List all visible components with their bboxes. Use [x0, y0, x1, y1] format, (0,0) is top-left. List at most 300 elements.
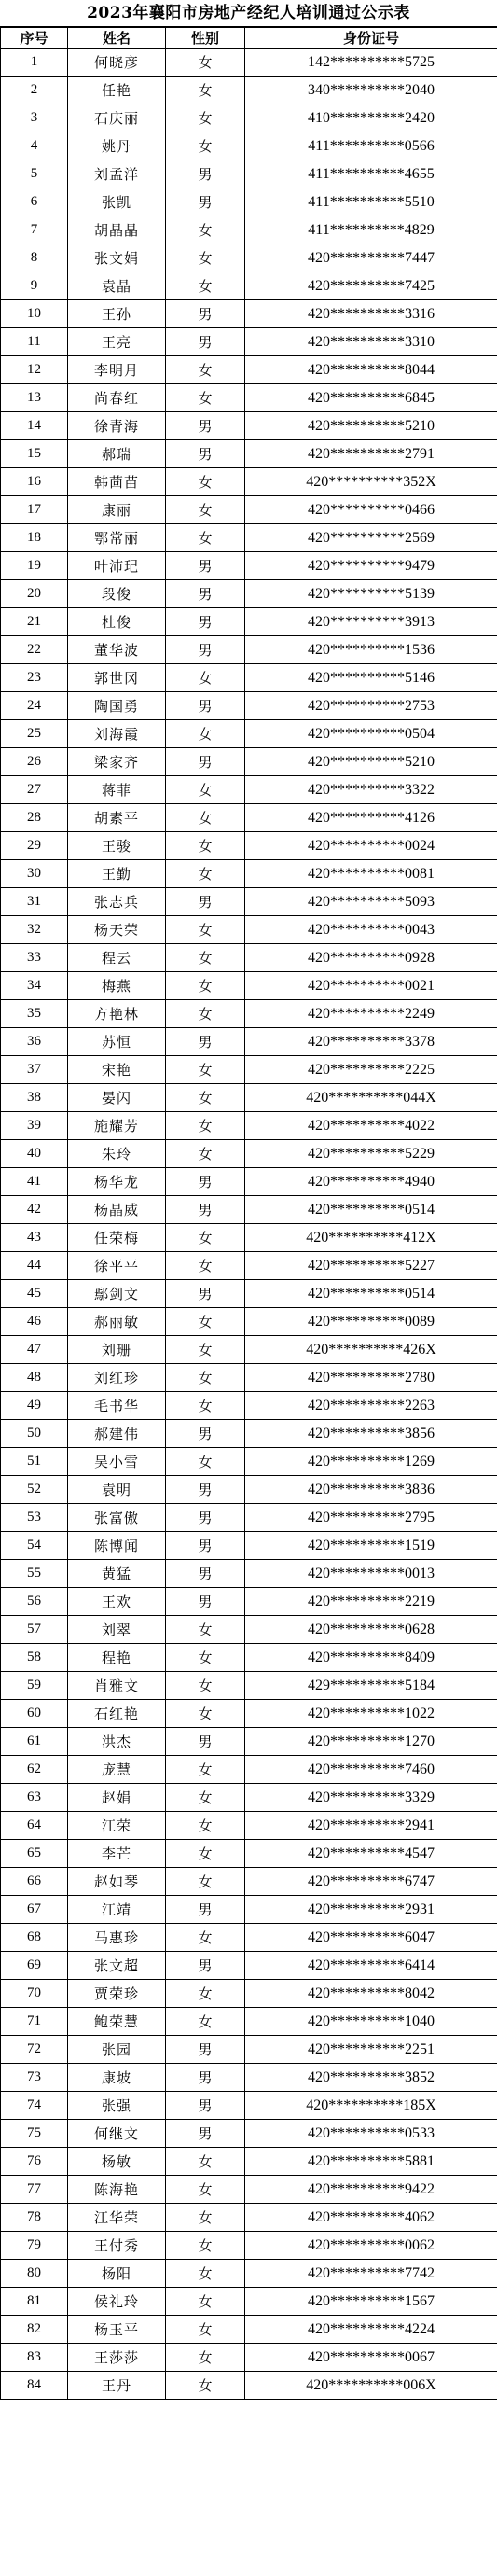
cell-id-number: 420**********2791	[245, 440, 497, 468]
cell-name: 毛书华	[68, 1392, 166, 1420]
cell-name: 刘海霞	[68, 720, 166, 748]
table-row	[1, 1308, 497, 1336]
cell-name: 肖雅文	[68, 1672, 166, 1700]
cell-name: 张强	[68, 2092, 166, 2120]
cell-id-number: 420**********5146	[245, 664, 497, 692]
cell-serial: 58	[1, 1644, 68, 1672]
cell-id-number: 420**********0928	[245, 944, 497, 972]
cell-name: 任艳	[68, 77, 166, 104]
table-row	[1, 692, 497, 720]
cell-name: 张凯	[68, 188, 166, 216]
cell-serial: 20	[1, 580, 68, 608]
cell-gender: 女	[166, 776, 245, 804]
cell-name: 江华荣	[68, 2204, 166, 2232]
cell-gender: 女	[166, 2176, 245, 2204]
cell-serial: 72	[1, 2036, 68, 2064]
cell-id-number: 420**********352X	[245, 468, 497, 496]
cell-name: 庞慧	[68, 1756, 166, 1784]
cell-serial: 64	[1, 1812, 68, 1840]
cell-gender: 女	[166, 2232, 245, 2260]
cell-gender: 男	[166, 636, 245, 664]
cell-name: 李明月	[68, 356, 166, 384]
cell-gender: 女	[166, 468, 245, 496]
cell-gender: 女	[166, 1784, 245, 1812]
cell-gender: 女	[166, 1644, 245, 1672]
cell-name: 杨玉平	[68, 2316, 166, 2344]
cell-serial: 60	[1, 1700, 68, 1728]
cell-serial: 75	[1, 2120, 68, 2148]
table-row	[1, 2008, 497, 2036]
table-row	[1, 328, 497, 356]
cell-id-number: 420**********3913	[245, 608, 497, 636]
cell-gender: 女	[166, 1112, 245, 1140]
cell-id-number: 340**********2040	[245, 77, 497, 104]
cell-name: 尚春红	[68, 384, 166, 412]
table-row	[1, 440, 497, 468]
cell-gender: 女	[166, 496, 245, 524]
cell-name: 杨天荣	[68, 916, 166, 944]
cell-name: 任荣梅	[68, 1224, 166, 1252]
cell-gender: 女	[166, 944, 245, 972]
cell-gender: 男	[166, 580, 245, 608]
table-row	[1, 916, 497, 944]
table-row	[1, 1224, 497, 1252]
cell-gender: 女	[166, 1868, 245, 1896]
table-row	[1, 2148, 497, 2176]
cell-name: 晏闪	[68, 1084, 166, 1112]
table-row	[1, 496, 497, 524]
cell-name: 朱玲	[68, 1140, 166, 1168]
cell-name: 袁明	[68, 1476, 166, 1504]
cell-gender: 女	[166, 132, 245, 160]
cell-name: 方艳林	[68, 1000, 166, 1028]
cell-name: 刘孟洋	[68, 160, 166, 188]
cell-gender: 女	[166, 1308, 245, 1336]
cell-id-number: 420**********9479	[245, 552, 497, 580]
cell-serial: 12	[1, 356, 68, 384]
cell-serial: 56	[1, 1588, 68, 1616]
cell-id-number: 420**********7460	[245, 1756, 497, 1784]
cell-id-number: 420**********4547	[245, 1840, 497, 1868]
table-row	[1, 1028, 497, 1056]
cell-gender: 女	[166, 1616, 245, 1644]
cell-serial: 77	[1, 2176, 68, 2204]
cell-name: 蒋菲	[68, 776, 166, 804]
cell-name: 刘红珍	[68, 1364, 166, 1392]
cell-id-number: 420**********5093	[245, 888, 497, 916]
header-id-number: 身份证号	[245, 28, 497, 49]
table-row	[1, 2176, 497, 2204]
cell-serial: 37	[1, 1056, 68, 1084]
cell-id-number: 420**********6845	[245, 384, 497, 412]
cell-gender: 女	[166, 720, 245, 748]
cell-name: 陈博闻	[68, 1532, 166, 1560]
cell-name: 胡素平	[68, 804, 166, 832]
cell-name: 杨华龙	[68, 1168, 166, 1196]
cell-id-number: 429**********5184	[245, 1672, 497, 1700]
cell-gender: 男	[166, 888, 245, 916]
cell-id-number: 420**********6747	[245, 1868, 497, 1896]
cell-serial: 7	[1, 216, 68, 244]
cell-id-number: 420**********4062	[245, 2204, 497, 2232]
cell-gender: 女	[166, 832, 245, 860]
cell-id-number: 420**********5139	[245, 580, 497, 608]
cell-name: 张志兵	[68, 888, 166, 916]
cell-serial: 80	[1, 2260, 68, 2288]
cell-gender: 男	[166, 2036, 245, 2064]
cell-name: 鄂常丽	[68, 524, 166, 552]
cell-name: 姚丹	[68, 132, 166, 160]
cell-serial: 61	[1, 1728, 68, 1756]
cell-gender: 女	[166, 104, 245, 132]
cell-id-number: 411**********0566	[245, 132, 497, 160]
cell-gender: 男	[166, 2064, 245, 2092]
cell-id-number: 420**********1040	[245, 2008, 497, 2036]
cell-gender: 女	[166, 244, 245, 272]
cell-id-number: 420**********1567	[245, 2288, 497, 2316]
cell-serial: 66	[1, 1868, 68, 1896]
cell-name: 王付秀	[68, 2232, 166, 2260]
cell-serial: 43	[1, 1224, 68, 1252]
cell-gender: 男	[166, 1896, 245, 1924]
table-row	[1, 49, 497, 77]
cell-serial: 50	[1, 1420, 68, 1448]
cell-name: 康丽	[68, 496, 166, 524]
cell-serial: 45	[1, 1280, 68, 1308]
cell-serial: 38	[1, 1084, 68, 1112]
header-gender: 性别	[166, 28, 245, 49]
table-row	[1, 2204, 497, 2232]
cell-gender: 女	[166, 2260, 245, 2288]
cell-name: 梁家齐	[68, 748, 166, 776]
cell-id-number: 420**********2780	[245, 1364, 497, 1392]
cell-gender: 女	[166, 272, 245, 300]
cell-name: 刘翠	[68, 1616, 166, 1644]
table-row	[1, 2232, 497, 2260]
cell-serial: 10	[1, 300, 68, 328]
cell-id-number: 420**********4940	[245, 1168, 497, 1196]
cell-serial: 47	[1, 1336, 68, 1364]
cell-name: 刘珊	[68, 1336, 166, 1364]
cell-serial: 78	[1, 2204, 68, 2232]
cell-gender: 男	[166, 328, 245, 356]
cell-id-number: 420**********426X	[245, 1336, 497, 1364]
cell-serial: 31	[1, 888, 68, 916]
page-title: 2023年襄阳市房地产经纪人培训通过公示表	[0, 0, 497, 27]
cell-serial: 25	[1, 720, 68, 748]
table-row	[1, 2120, 497, 2148]
cell-gender: 男	[166, 2092, 245, 2120]
cell-gender: 女	[166, 356, 245, 384]
cell-gender: 女	[166, 1392, 245, 1420]
cell-name: 程云	[68, 944, 166, 972]
cell-name: 徐平平	[68, 1252, 166, 1280]
cell-id-number: 420**********1519	[245, 1532, 497, 1560]
table-row	[1, 1000, 497, 1028]
cell-id-number: 420**********3852	[245, 2064, 497, 2092]
cell-serial: 39	[1, 1112, 68, 1140]
cell-serial: 3	[1, 104, 68, 132]
cell-id-number: 420**********0081	[245, 860, 497, 888]
cell-gender: 女	[166, 77, 245, 104]
cell-id-number: 420**********4224	[245, 2316, 497, 2344]
cell-gender: 女	[166, 1364, 245, 1392]
cell-name: 王亮	[68, 328, 166, 356]
cell-gender: 女	[166, 2344, 245, 2372]
table-row	[1, 2260, 497, 2288]
cell-serial: 11	[1, 328, 68, 356]
cell-serial: 59	[1, 1672, 68, 1700]
cell-gender: 男	[166, 1420, 245, 1448]
cell-name: 杨阳	[68, 2260, 166, 2288]
table-row	[1, 1112, 497, 1140]
cell-gender: 男	[166, 692, 245, 720]
table-row	[1, 188, 497, 216]
cell-serial: 70	[1, 1980, 68, 2008]
cell-gender: 女	[166, 1056, 245, 1084]
cell-name: 李芒	[68, 1840, 166, 1868]
cell-name: 郝瑞	[68, 440, 166, 468]
cell-gender: 女	[166, 2288, 245, 2316]
cell-serial: 76	[1, 2148, 68, 2176]
cell-gender: 男	[166, 1168, 245, 1196]
cell-serial: 14	[1, 412, 68, 440]
table-row	[1, 1448, 497, 1476]
cell-serial: 9	[1, 272, 68, 300]
cell-gender: 男	[166, 1476, 245, 1504]
cell-serial: 46	[1, 1308, 68, 1336]
cell-id-number: 420**********5227	[245, 1252, 497, 1280]
cell-id-number: 420**********006X	[245, 2372, 497, 2400]
table-row	[1, 972, 497, 1000]
roster-table	[0, 27, 497, 2400]
table-row	[1, 244, 497, 272]
table-row	[1, 1504, 497, 1532]
table-row	[1, 1924, 497, 1952]
cell-name: 王丹	[68, 2372, 166, 2400]
cell-id-number: 420**********2249	[245, 1000, 497, 1028]
cell-name: 苏恒	[68, 1028, 166, 1056]
cell-name: 何继文	[68, 2120, 166, 2148]
cell-gender: 女	[166, 1448, 245, 1476]
cell-name: 董华波	[68, 636, 166, 664]
cell-name: 石庆丽	[68, 104, 166, 132]
table-row	[1, 720, 497, 748]
cell-id-number: 420**********4022	[245, 1112, 497, 1140]
cell-serial: 5	[1, 160, 68, 188]
cell-id-number: 420**********3329	[245, 1784, 497, 1812]
table-row	[1, 1364, 497, 1392]
cell-serial: 27	[1, 776, 68, 804]
cell-name: 王勤	[68, 860, 166, 888]
cell-serial: 62	[1, 1756, 68, 1784]
table-row	[1, 552, 497, 580]
cell-id-number: 420**********2219	[245, 1588, 497, 1616]
cell-id-number: 420**********2225	[245, 1056, 497, 1084]
cell-id-number: 420**********6414	[245, 1952, 497, 1980]
cell-id-number: 420**********5210	[245, 412, 497, 440]
table-row	[1, 468, 497, 496]
cell-name: 杜俊	[68, 608, 166, 636]
cell-gender: 男	[166, 1728, 245, 1756]
cell-name: 杨敏	[68, 2148, 166, 2176]
table-row	[1, 160, 497, 188]
cell-serial: 55	[1, 1560, 68, 1588]
cell-id-number: 420**********8044	[245, 356, 497, 384]
cell-gender: 女	[166, 1252, 245, 1280]
cell-id-number: 420**********0089	[245, 1308, 497, 1336]
cell-gender: 女	[166, 1224, 245, 1252]
table-row	[1, 2344, 497, 2372]
cell-name: 黄猛	[68, 1560, 166, 1588]
table-row	[1, 1252, 497, 1280]
cell-serial: 6	[1, 188, 68, 216]
table-row	[1, 1672, 497, 1700]
cell-serial: 79	[1, 2232, 68, 2260]
cell-id-number: 420**********0062	[245, 2232, 497, 2260]
cell-id-number: 420**********1269	[245, 1448, 497, 1476]
cell-name: 张文超	[68, 1952, 166, 1980]
table-row	[1, 1420, 497, 1448]
cell-gender: 男	[166, 1560, 245, 1588]
cell-name: 胡晶晶	[68, 216, 166, 244]
table-row	[1, 748, 497, 776]
cell-id-number: 411**********4655	[245, 160, 497, 188]
cell-id-number: 420**********5881	[245, 2148, 497, 2176]
cell-id-number: 420**********0021	[245, 972, 497, 1000]
cell-id-number: 420**********8409	[245, 1644, 497, 1672]
table-row	[1, 776, 497, 804]
cell-serial: 17	[1, 496, 68, 524]
cell-id-number: 420**********2251	[245, 2036, 497, 2064]
cell-serial: 41	[1, 1168, 68, 1196]
cell-name: 郝丽敏	[68, 1308, 166, 1336]
cell-name: 康坡	[68, 2064, 166, 2092]
cell-serial: 51	[1, 1448, 68, 1476]
cell-gender: 女	[166, 384, 245, 412]
cell-id-number: 420**********3322	[245, 776, 497, 804]
cell-name: 王骏	[68, 832, 166, 860]
cell-id-number: 420**********0514	[245, 1196, 497, 1224]
cell-serial: 83	[1, 2344, 68, 2372]
table-row	[1, 524, 497, 552]
table-row	[1, 1700, 497, 1728]
cell-id-number: 420**********3310	[245, 328, 497, 356]
table-row	[1, 1644, 497, 1672]
cell-id-number: 420**********2931	[245, 1896, 497, 1924]
cell-gender: 女	[166, 916, 245, 944]
cell-name: 贾荣珍	[68, 1980, 166, 2008]
table-row	[1, 1896, 497, 1924]
cell-gender: 女	[166, 2372, 245, 2400]
cell-serial: 54	[1, 1532, 68, 1560]
cell-serial: 81	[1, 2288, 68, 2316]
table-row	[1, 804, 497, 832]
cell-serial: 69	[1, 1952, 68, 1980]
cell-serial: 40	[1, 1140, 68, 1168]
cell-name: 梅燕	[68, 972, 166, 1000]
table-row	[1, 104, 497, 132]
cell-name: 江荣	[68, 1812, 166, 1840]
cell-id-number: 420**********0628	[245, 1616, 497, 1644]
cell-gender: 女	[166, 1924, 245, 1952]
cell-serial: 2	[1, 77, 68, 104]
cell-name: 马惠珍	[68, 1924, 166, 1952]
cell-id-number: 420**********0533	[245, 2120, 497, 2148]
cell-name: 叶沛玘	[68, 552, 166, 580]
cell-gender: 女	[166, 1812, 245, 1840]
cell-name: 郝建伟	[68, 1420, 166, 1448]
cell-id-number: 420**********7447	[245, 244, 497, 272]
table-row	[1, 1392, 497, 1420]
cell-serial: 63	[1, 1784, 68, 1812]
table-row	[1, 1084, 497, 1112]
table-row	[1, 860, 497, 888]
cell-id-number: 420**********5210	[245, 748, 497, 776]
cell-name: 张富傲	[68, 1504, 166, 1532]
cell-gender: 男	[166, 188, 245, 216]
table-row	[1, 1532, 497, 1560]
table-row	[1, 636, 497, 664]
cell-serial: 48	[1, 1364, 68, 1392]
cell-id-number: 420**********0466	[245, 496, 497, 524]
cell-serial: 74	[1, 2092, 68, 2120]
cell-id-number: 420**********185X	[245, 2092, 497, 2120]
cell-id-number: 420**********0013	[245, 1560, 497, 1588]
cell-id-number: 420**********7425	[245, 272, 497, 300]
table-row	[1, 832, 497, 860]
table-row	[1, 2036, 497, 2064]
cell-serial: 65	[1, 1840, 68, 1868]
cell-id-number: 420**********0024	[245, 832, 497, 860]
cell-name: 王欢	[68, 1588, 166, 1616]
table-row	[1, 1560, 497, 1588]
table-row	[1, 2316, 497, 2344]
cell-name: 张文娟	[68, 244, 166, 272]
cell-name: 侯礼玲	[68, 2288, 166, 2316]
cell-gender: 男	[166, 160, 245, 188]
cell-gender: 女	[166, 664, 245, 692]
cell-id-number: 420**********2795	[245, 1504, 497, 1532]
cell-name: 何晓彦	[68, 49, 166, 77]
cell-gender: 男	[166, 1532, 245, 1560]
cell-id-number: 420**********9422	[245, 2176, 497, 2204]
table-row	[1, 300, 497, 328]
cell-name: 陶国勇	[68, 692, 166, 720]
table-body	[1, 49, 497, 2400]
cell-name: 江靖	[68, 1896, 166, 1924]
table-row	[1, 216, 497, 244]
cell-serial: 84	[1, 2372, 68, 2400]
cell-serial: 24	[1, 692, 68, 720]
cell-gender: 男	[166, 748, 245, 776]
cell-name: 段俊	[68, 580, 166, 608]
cell-gender: 女	[166, 2204, 245, 2232]
cell-serial: 33	[1, 944, 68, 972]
cell-id-number: 420**********3836	[245, 1476, 497, 1504]
cell-serial: 19	[1, 552, 68, 580]
cell-serial: 44	[1, 1252, 68, 1280]
cell-id-number: 420**********0043	[245, 916, 497, 944]
cell-id-number: 420**********2569	[245, 524, 497, 552]
cell-gender: 女	[166, 804, 245, 832]
table-row	[1, 1756, 497, 1784]
header-serial: 序号	[1, 28, 68, 49]
cell-id-number: 411**********5510	[245, 188, 497, 216]
table-row	[1, 1784, 497, 1812]
cell-name: 杨晶威	[68, 1196, 166, 1224]
cell-id-number: 420**********4126	[245, 804, 497, 832]
